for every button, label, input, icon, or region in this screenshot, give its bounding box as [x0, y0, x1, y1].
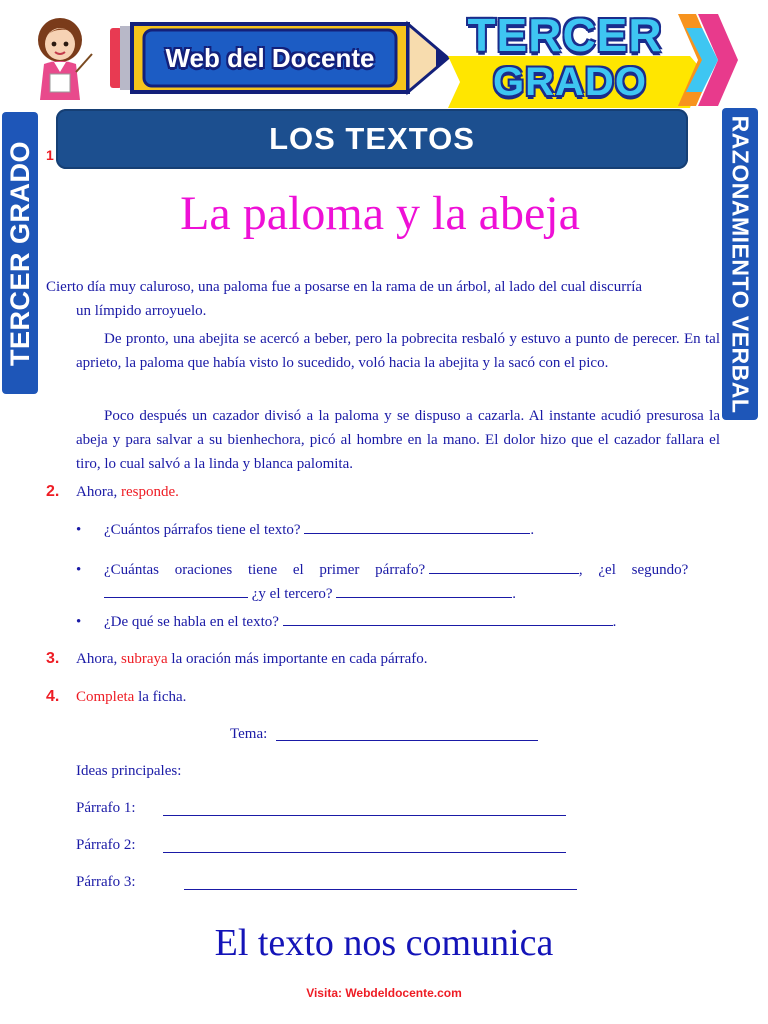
q3-keyword: subraya: [121, 651, 168, 667]
question-number-1: 1: [46, 147, 54, 163]
parrafo-1-label: Párrafo 1:: [76, 800, 136, 816]
topic-banner: [56, 109, 688, 169]
brand-logo-text: Web del Docente: [165, 43, 375, 73]
footer-visit-link[interactable]: Visita: Webdeldocente.com: [306, 986, 462, 1000]
bullet-2: •: [76, 562, 82, 578]
q2-prefix: Ahora,: [76, 484, 118, 500]
question-number-3: 3.: [46, 650, 60, 667]
right-side-label: RAZONAMIENTO VERBAL: [727, 115, 754, 413]
story-paragraph-1-line1: Cierto día muy caluroso, una paloma fue a posarse en la rama de un árbol, al lado del cual discurría: [46, 279, 643, 295]
question-2-prompt: [76, 480, 179, 504]
topic-title: LOS TEXTOS: [269, 121, 475, 156]
parrafo-2-answer-line[interactable]: [163, 852, 566, 853]
story-paragraph-1: [46, 275, 720, 323]
q2-item-2-text-a: ¿Cuántas oraciones tiene el primer párrafo?: [104, 562, 426, 578]
q2-item-2-text-c: ¿y el tercero?: [251, 586, 333, 602]
parrafo-3-label: Párrafo 3:: [76, 874, 136, 890]
parrafo-2-label: Párrafo 2:: [76, 837, 136, 853]
q2-keyword: responde: [121, 484, 176, 500]
question-2-item-2: ¿Cuántas oraciones tiene el primer párrafo? , ¿el segundo? ¿y el tercero? .: [104, 558, 720, 606]
story-paragraph-3: Poco después un cazador divisó a la paloma y se dispuso a cazarla. Al instante acudió presurosa la abeja y para salvar a su bienhechora, picó al hombre en la mano. El dolor hizo que el cazador fallara el tiro, lo cual salvó a la linda y blanca palomita.: [76, 408, 720, 472]
bullet-1: •: [76, 522, 82, 538]
grade-title-line2: GRADO: [493, 60, 647, 104]
answer-blank[interactable]: [283, 611, 613, 626]
answer-blank[interactable]: [429, 559, 579, 574]
q2-item-3-text: ¿De qué se habla en el texto?: [104, 614, 279, 630]
ideas-label: Ideas principales:: [76, 763, 182, 779]
question-2-item-3: ¿De qué se habla en el texto? .: [104, 610, 720, 634]
story-paragraph-2: De pronto, una abejita se acercó a beber, pero la pobrecita resbaló y estuvo a punto de perecer. En tal aprieto, la paloma que había visto lo sucedido, voló hacia la abejita y la sacó con el pico.: [76, 331, 720, 371]
left-side-label: TERCER GRADO: [4, 140, 35, 366]
bullet-3: •: [76, 614, 82, 630]
answer-blank[interactable]: [104, 583, 248, 598]
answer-blank[interactable]: [304, 519, 530, 534]
q4-keyword: Completa: [76, 689, 135, 705]
parrafo-1-answer-line[interactable]: [163, 815, 566, 816]
question-4-prompt: Completa la ficha.: [76, 689, 187, 705]
grade-title-line1: TERCER: [467, 9, 663, 61]
closing-heading: El texto nos comunica: [214, 922, 554, 964]
tema-label: Tema:: [230, 726, 268, 742]
question-3-prompt: Ahora, subraya la oración más importante en cada párrafo.: [76, 651, 428, 667]
q2-item-2-text-b: , ¿el segundo?: [578, 562, 689, 578]
story-paragraph-1-line2: un límpido arroyuelo.: [76, 303, 207, 319]
story-title: La paloma y la abeja: [180, 187, 580, 240]
answer-blank[interactable]: [336, 583, 512, 598]
question-number-4: 4.: [46, 688, 60, 705]
left-side-banner: [2, 112, 38, 394]
q2-suffix: .: [175, 484, 179, 500]
teacher-mascot-icon: [30, 14, 96, 104]
question-number-2: 2.: [46, 483, 60, 500]
parrafo-3-answer-line[interactable]: [184, 889, 577, 890]
right-side-banner: [722, 108, 758, 420]
tema-answer-line[interactable]: [276, 740, 538, 741]
question-2-item-1: ¿Cuántos párrafos tiene el texto? .: [104, 518, 720, 542]
q2-item-1-text: ¿Cuántos párrafos tiene el texto?: [104, 522, 301, 538]
